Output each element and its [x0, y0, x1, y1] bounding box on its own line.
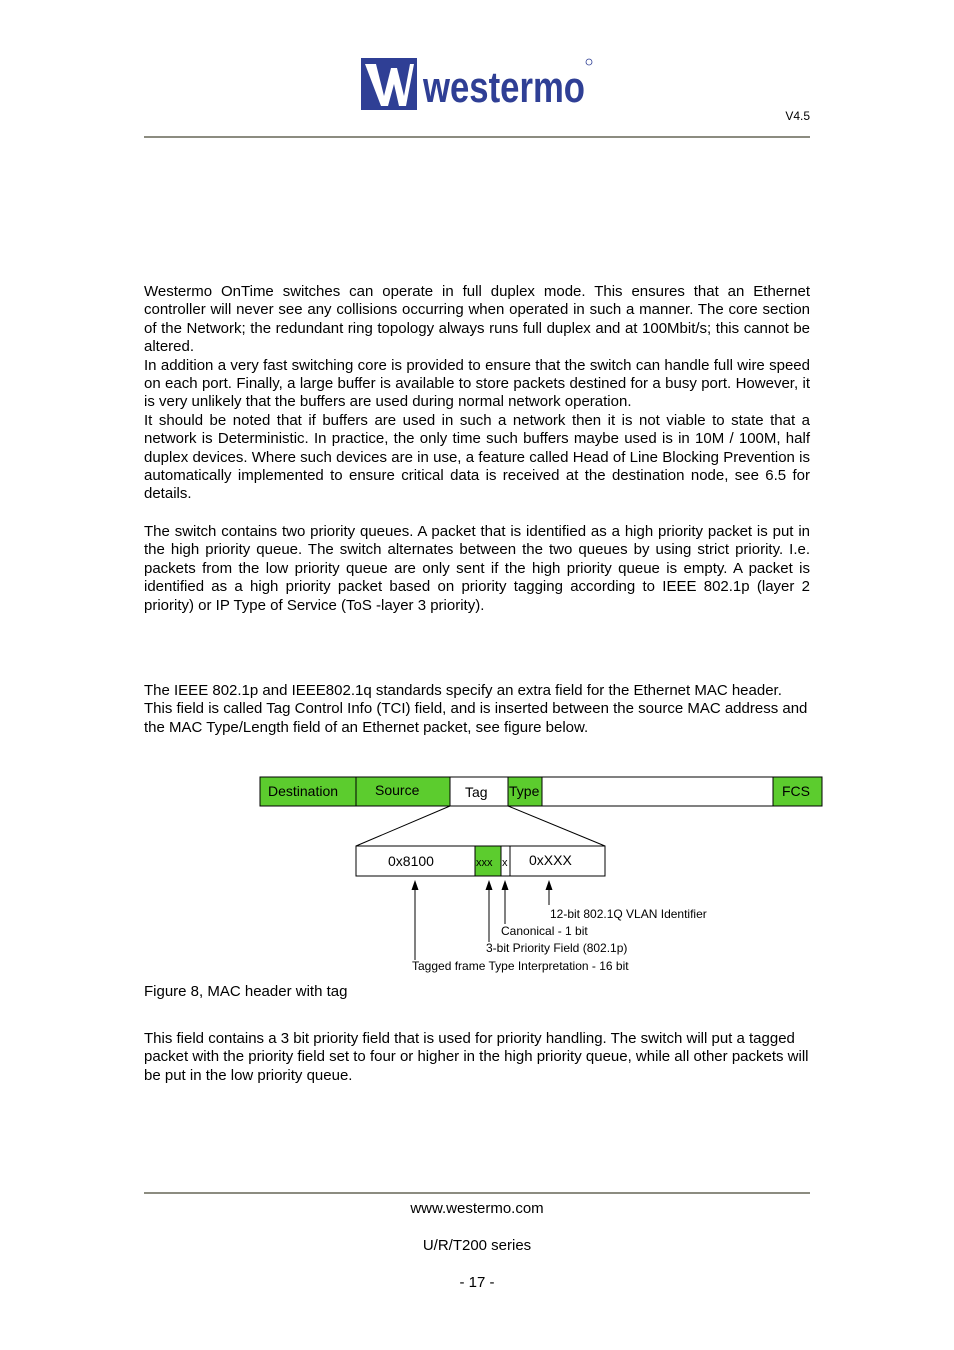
- frame-tag-label: Tag: [465, 784, 488, 800]
- westermo-logo: [361, 56, 593, 112]
- footer-divider: [144, 1192, 810, 1194]
- annotation-vlan-id: 12-bit 802.1Q VLAN Identifier: [550, 907, 707, 921]
- closing-paragraph: This field contains a 3 bit priority field that is used for priority handling. The switch will put a tagged packet with the priority field set to four or higher in the high priority queue, while all other packets will be put in the low priority queue.: [144, 1030, 809, 1084]
- frame-destination-label: Destination: [268, 783, 339, 799]
- frame-fcs-label: FCS: [782, 783, 810, 799]
- duplex-section: [144, 283, 810, 504]
- footer-website: www.westermo.com: [410, 1200, 544, 1217]
- frame-type-label: Type: [509, 783, 540, 799]
- tag-canonical-label: x: [502, 857, 508, 869]
- figure-caption: Figure 8, MAC header with tag: [144, 983, 348, 1000]
- duplex-paragraph-1: Westermo OnTime switches can operate in full duplex mode. This ensures that an Ethernet controller will never see any collisions occurring when operated in such a manner. The core section of the Network; the redundant ring topology always runs full duplex and at 100Mbit/s; this cannot be altered.: [144, 283, 810, 356]
- footer-page-number: - 17 -: [459, 1274, 495, 1291]
- annotation-tpid: Tagged frame Type Interpretation - 16 bit: [412, 959, 629, 973]
- version-label: V4.5: [785, 109, 810, 123]
- tag-priority-label: xxx: [476, 857, 493, 869]
- duplex-paragraph-2: In addition a very fast switching core is provided to ensure that the switch can handle full wire speed on each port. Finally, a large buffer is available to store packets destined for a busy port. However, it is very unlikely that the buffers are used during normal network operation.: [144, 356, 810, 411]
- duplex-paragraph-3: It should be noted that if buffers are used in such a network then it is not viable to state that a network is Deterministic. In practice, the only time such buffers maybe used is in 10M / 100M, half duplex devices. Where such devices are in use, a feature called Head of Line Blocking Prevention is automatically implemented to ensure critical data is received at the destination node, see 6.5 for details.: [144, 411, 810, 503]
- footer-series: U/R/T200 series: [422, 1237, 532, 1254]
- logo-wordmark: westermo: [422, 63, 585, 112]
- tag-vlan-id-label: 0xXXX: [529, 852, 572, 868]
- ieee-paragraph: The IEEE 802.1p and IEEE802.1q standards specify an extra field for the Ethernet MAC header. This field is called Tag Control Info (TCI) field, and is inserted between the source MAC address and the MAC Type/Length field of an Ethernet packet, see figure below.: [144, 682, 808, 736]
- annotation-canonical: Canonical - 1 bit: [501, 924, 588, 938]
- frame-source-label: Source: [375, 782, 420, 798]
- priority-queue-paragraph: The switch contains two priority queues. A packet that is identified as a high priority packet is put in the high priority queue. The switch alternates between the two queues by using strict priority. I.e. packets from the low priority queue are only sent if the high priority queue is empty. A packet is identified as a high priority packet based on priority tagging according to IEEE 802.1p (layer 2 priority) or IP Type of Service (ToS -layer 3 priority).: [144, 523, 810, 614]
- mac-header-diagram: [255, 772, 825, 977]
- tag-tpid-label: 0x8100: [388, 853, 434, 869]
- annotation-priority: 3-bit Priority Field (802.1p): [486, 941, 628, 955]
- header-divider: [144, 136, 810, 138]
- frame-payload-field: [542, 777, 773, 806]
